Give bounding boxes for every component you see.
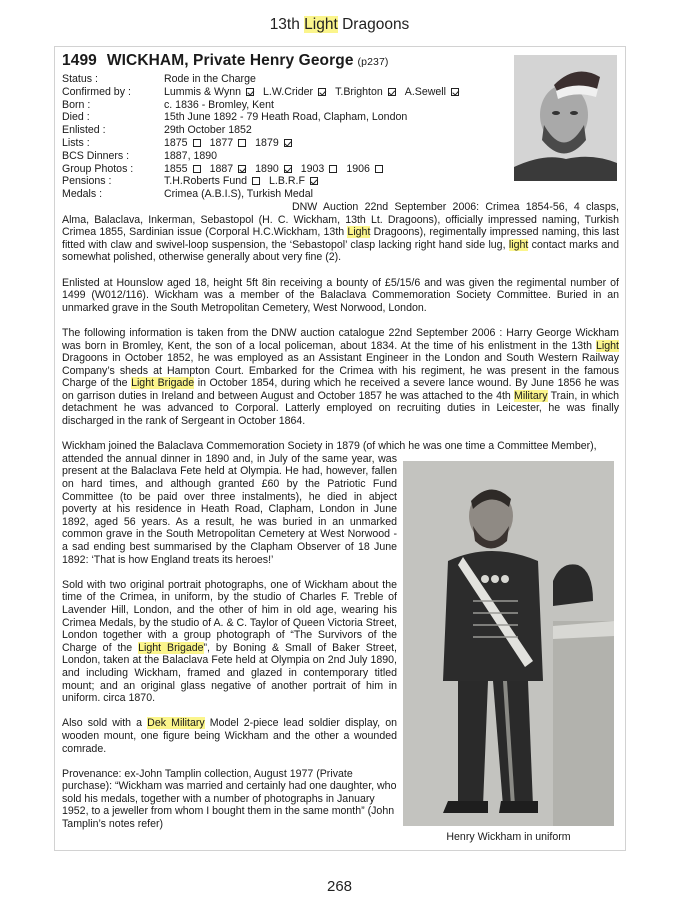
checkbox-label: 1875 <box>164 136 188 149</box>
empty-box-icon <box>238 139 246 147</box>
search-highlight: Light Brigade <box>131 377 195 390</box>
search-highlight: Dek <box>147 717 167 730</box>
page-reference: (p237) <box>357 56 389 68</box>
checkbox-label: T.Brighton <box>335 85 383 98</box>
field-confirmed-by <box>62 86 619 99</box>
entry-title <box>62 51 619 72</box>
checkbox-label: 1903 <box>300 162 325 175</box>
uniform-photo-image <box>403 461 614 826</box>
checked-box-icon <box>284 139 292 147</box>
checkbox-label: 1879 <box>255 136 279 149</box>
text-run: Model 2-piece lead soldier display, on wooden mount, one figure being Wickham and the other a wounded comrade. <box>62 717 398 755</box>
search-highlight: Light Brigade <box>138 641 204 654</box>
bcs-paragraph: attended the annual dinner in 1890 and, in July of the same year, was present at the Balaclava Fete held at Olympia. He had, however, fallen on hard times, and although granted £60 by the Patriotic Fund Committee (to be paid over three instalments), he died in abject poverty at his residence in Heath Road, Clapham, London in June 1892, aged 56 years. As a result, he was buried in an unmarked common grave in the South Metropolitan Cemetery at West Norwood - a sad ending best summarised by the Clapham Observer of 18 June 1892: ‘That is how England treats its heroes!’ <box>62 452 397 566</box>
text-run: Train, in which detachment he was advanced to Corporal. Latterly employed on recruiting duties in Leicester, he was finally discharged in the rank of Sergeant in October 1864. <box>62 389 619 428</box>
field-value: 1887, 1890 <box>164 149 218 162</box>
entry-name: WICKHAM, Private Henry George <box>106 52 354 69</box>
search-highlight: Light <box>596 339 619 352</box>
search-highlight: Military <box>514 389 548 402</box>
field-label: Group Photos : <box>62 162 134 175</box>
field-value <box>164 163 619 176</box>
text-run: DNW Auction 22nd September 2006: Crimea 1854-56, 4 clasps, Alma, Balaclava, Inkerman, Sebastopol (H. C. Wickham, 13th Lt. Dragoons), officially impressed naming, Turkish Crimea 1855, Sardinian issue (Corporal H.C.Wickham, 13th <box>62 200 619 239</box>
header-text: Dragoons <box>337 16 410 33</box>
field-value: Crimea (A.B.I.S), Turkish Medal <box>164 188 313 201</box>
uniform-photo <box>403 461 614 826</box>
field-bcs-dinners <box>62 150 619 163</box>
checkbox-label: 1877 <box>209 136 234 149</box>
checked-box-icon <box>318 88 326 96</box>
text-run: ”, by Boning & Small of Baker Street, London, taken at the Balaclava Fete held at Olympia on 2nd July 1890, and including Wickham, framed and glazed in contemporary titled mount; and an original glass negative of another portrait of him in uniform. circa 1870. <box>62 641 397 705</box>
search-highlight: Light <box>347 226 371 239</box>
text-run: Also sold with a <box>62 717 148 730</box>
dnw-paragraph <box>62 327 619 428</box>
checkbox-label: L.W.Crider <box>263 85 314 98</box>
field-enlisted <box>62 124 619 137</box>
field-group-photos <box>62 163 619 176</box>
checkbox-label: 1887 <box>209 162 234 175</box>
checkbox-label: A.Sewell <box>404 85 446 98</box>
search-highlight: light <box>508 238 529 251</box>
text-run: Dragoons in October 1852, he was employed as an Assistant Engineer in the London and South Western Railway Company’s sheds at Hampton Court. Embarked for the Crimea with his regiment, he was present in the famous Charge of the <box>62 352 619 390</box>
text-run: in October 1854, during which he received a severe lance wound. By June 1856 he was on garrison duties in Ireland and between August and October 1857 he was attached to the 4th <box>62 377 619 402</box>
field-value <box>164 86 619 99</box>
search-highlight: Military <box>171 717 205 730</box>
field-label: BCS Dinners : <box>62 149 130 162</box>
checked-box-icon <box>388 88 396 96</box>
checkbox-label: T.H.Roberts Fund <box>164 175 248 188</box>
entry-number: 1499 <box>62 52 97 69</box>
photo-caption: Henry Wickham in uniform <box>446 831 571 843</box>
field-value: 29th October 1852 <box>164 124 252 137</box>
checkbox-label: 1906 <box>346 162 370 175</box>
auction-paragraph <box>62 201 619 264</box>
checked-box-icon <box>451 88 459 96</box>
empty-box-icon <box>252 177 260 185</box>
search-highlight: Light <box>304 16 338 33</box>
empty-box-icon <box>193 139 201 147</box>
empty-box-icon <box>193 165 201 173</box>
text-run: contact marks and somewhat polished, otherwise generally about very fine (2). <box>62 238 620 264</box>
text-run: Dragoons), regimentally impressed naming, this last fitted with claw and swivel-loop suspension, the ‘Sebastopol’ clasp lacking right hand side lug, <box>62 226 620 251</box>
provenance-paragraph: Provenance: ex-John Tamplin collection, August 1977 (Private purchase): “Wickham was married and certainly had one daughter, who sold his medals, together with a number of photographs in January 1952, to a jeweller from whom I bought them in the same month” (John Tamplin’s notes refer) <box>62 767 397 831</box>
empty-box-icon <box>329 165 337 173</box>
text-run: The following information is taken from the DNW auction catalogue 22nd September 2006 : Harry George Wickham was born in Bromley, Kent, the son of a local policeman, about 1834. At the time of his enlistment in the 13th <box>62 326 619 352</box>
field-label: Enlisted : <box>62 124 106 137</box>
field-died <box>62 111 619 124</box>
field-label: Status : <box>62 73 98 85</box>
field-value <box>164 175 619 188</box>
page-number: 268 <box>326 878 353 895</box>
field-lists <box>62 137 619 150</box>
fields-table <box>62 73 619 201</box>
field-label: Died : <box>62 111 90 124</box>
field-label: Confirmed by : <box>62 85 131 98</box>
field-label: Lists : <box>62 136 90 149</box>
checkbox-label: L.B.R.F <box>269 175 305 188</box>
checked-box-icon <box>310 177 318 185</box>
field-value: c. 1836 - Bromley, Kent <box>164 98 274 111</box>
field-born <box>62 99 619 112</box>
field-pensions <box>62 175 619 188</box>
checked-box-icon <box>246 88 254 96</box>
checkbox-label: 1855 <box>164 162 188 175</box>
field-value: Rode in the Charge <box>164 73 256 85</box>
field-value <box>164 137 619 150</box>
field-status <box>62 73 619 86</box>
field-medals <box>62 188 619 201</box>
field-label: Born : <box>62 98 91 111</box>
field-value: 15th June 1892 - 79 Heath Road, Clapham, London <box>164 111 408 124</box>
header-text: 13th <box>269 16 305 33</box>
field-label: Pensions : <box>62 175 112 188</box>
enlisted-paragraph: Enlisted at Hounslow aged 18, height 5ft 8in receiving a bounty of £5/15/6 and was given the regimental number of 1499 (W012/116). Wickham was a member of the Balaclava Commemoration Society Committee. Buried in an unmarked grave in the South Metropolitan Cemetery, West Norwood, London. <box>62 276 619 314</box>
also-sold-paragraph <box>62 717 397 755</box>
field-label: Medals : <box>62 188 103 201</box>
empty-box-icon <box>375 165 383 173</box>
checked-box-icon <box>238 165 246 173</box>
sold-paragraph <box>62 579 397 705</box>
checked-box-icon <box>284 165 292 173</box>
text-run: Sold with two original portrait photographs, one of Wickham about the time of the Crimea, in uniform, by the studio of Charles F. Treble of Lavender Hill, London, and the other of him in old age, wearing his Crimea Medals, by the studio of A. & C. Taylor of Queen Victoria Street, London together with a group photograph of “The Survivors of the Charge of the <box>62 578 397 654</box>
checkbox-label: Lummis & Wynn <box>164 85 242 98</box>
bcs-paragraph-first-line: Wickham joined the Balaclava Commemoration Society in 1879 (of which he was one time a Committee Member), <box>62 440 597 453</box>
running-header <box>0 16 679 34</box>
checkbox-label: 1890 <box>255 162 279 175</box>
